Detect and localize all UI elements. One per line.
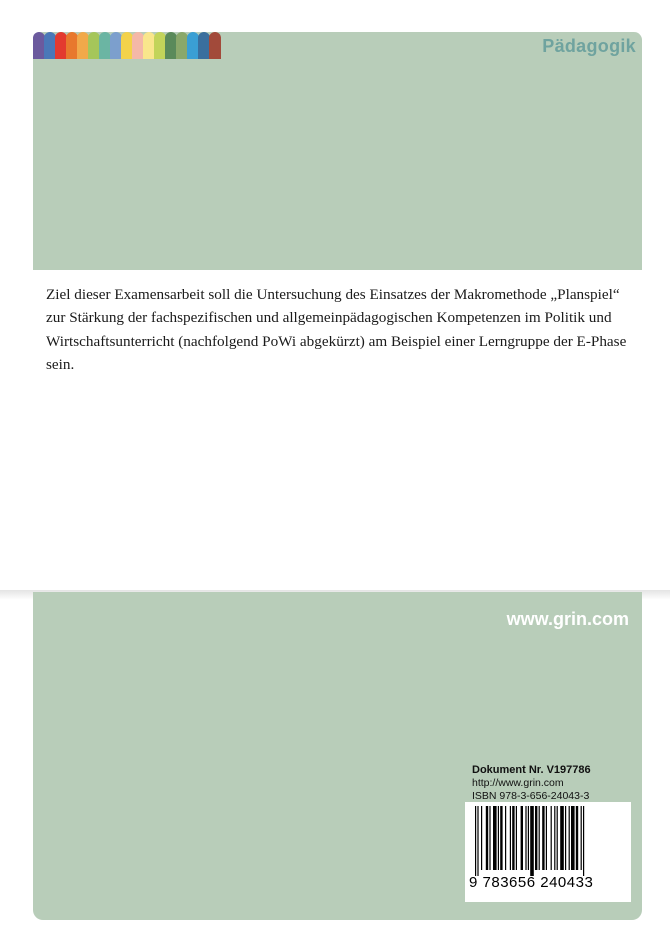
barcode-bars	[475, 806, 621, 876]
barcode-bar	[539, 806, 540, 870]
document-number: Dokument Nr. V197786	[472, 764, 591, 776]
cover-bottom-panel	[33, 592, 642, 920]
barcode-bar	[528, 806, 529, 870]
barcode-bar	[581, 806, 582, 870]
barcode-bar	[489, 806, 490, 870]
barcode-bar	[560, 806, 564, 870]
color-strip	[33, 32, 220, 59]
barcode-bar	[498, 806, 499, 870]
barcode-bar	[510, 806, 511, 870]
barcode-bar	[486, 806, 488, 870]
barcode-bar	[477, 806, 478, 876]
isbn: ISBN 978-3-656-24043-3	[472, 790, 590, 802]
barcode-bar	[500, 806, 502, 870]
barcode-bar	[554, 806, 555, 870]
barcode-bar	[565, 806, 566, 870]
barcode-digits: 9 783656 240433	[469, 874, 594, 891]
barcode-bar	[535, 806, 537, 870]
barcode-bar	[551, 806, 552, 870]
barcode-bar	[512, 806, 514, 870]
barcode-bar	[583, 806, 584, 876]
barcode-bar	[493, 806, 497, 870]
barcode-bar	[542, 806, 544, 870]
category-label: Pädagogik	[542, 36, 636, 56]
barcode-bar	[546, 806, 547, 870]
publisher-url: www.grin.com	[506, 609, 629, 629]
barcode	[465, 802, 631, 902]
color-swatch	[209, 32, 221, 59]
cover-top-panel	[33, 32, 642, 270]
barcode-bar	[481, 806, 482, 870]
barcode-bar	[516, 806, 517, 870]
barcode-bar	[571, 806, 575, 870]
barcode-bar	[505, 806, 506, 870]
document-meta	[472, 764, 591, 803]
barcode-bar	[475, 806, 476, 876]
barcode-bar	[521, 806, 523, 870]
barcode-bar	[576, 806, 578, 870]
abstract-text: Ziel dieser Examensarbeit soll die Untersuchung des Einsatzes der Makromethode „Planspiel“ zur Stärkung der fachspezifischen und allgemeinpädagogischen Kompetenzen im Politik und Wirtschaftsunterricht (nachfolgend PoWi abgekürzt) am Beispiel einer Lerngruppe der E-Phase sein.	[46, 286, 627, 373]
barcode-bar	[557, 806, 558, 870]
grin-url: http://www.grin.com	[472, 777, 564, 789]
barcode-bar	[525, 806, 526, 870]
barcode-bar	[530, 806, 534, 876]
barcode-bar	[569, 806, 570, 870]
